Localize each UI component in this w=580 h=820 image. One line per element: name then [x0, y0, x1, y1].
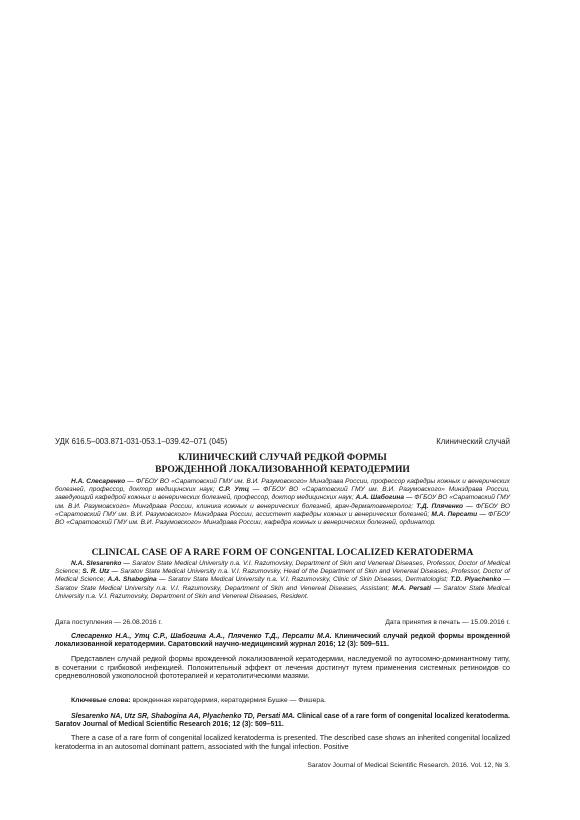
author-en-5-text: — Saratov State Medical University n.a. V.I. Razumovsky, Department of Skin and Venereal Diseases, Resident.: [55, 584, 510, 600]
citation-en-authors: Slesarenko NA, Utz SR, Shabogina AA, Plyachenko TD, Persati MA.: [71, 713, 295, 720]
authors-english: [55, 560, 510, 601]
author-ru-2-name: С.Р. Утц: [218, 486, 250, 494]
keywords-label: Ключевые слова:: [71, 697, 131, 704]
abstract-russian: Представлен случай редкой формы врожденной локализованной кератодермии, наследуемой по аутосомно-доминантному типу, в сочетании с грибковой инфекцией. Положительный эффект от лечения достигнут путем применения системных ретиноидов со средневолновой узкополосной фототерапией и кератолитическими мазями.: [55, 654, 510, 681]
keywords-text: врожденная кератодермия, кератодермия Бушке — Фишера.: [130, 697, 326, 704]
author-en-5-name: M.A. Persati: [392, 584, 431, 592]
author-en-4-text: — Saratov State Medical University n.a. V.I. Razumovsky, Department of Skin and Venereal Diseases, Assistant;: [55, 576, 510, 592]
date-received: Дата поступления — 26.08.2016 г.: [55, 619, 163, 626]
author-en-1-name: N.A. Slesarenko: [71, 560, 122, 567]
article-page: [55, 0, 510, 820]
citation-en-rest: Clinical case of a rare form of congenital localized keratoderma. Saratov Journal of Medical Scientific Research 2016; 12 (3): 509–511.: [55, 713, 510, 729]
author-ru-5-text: — ФГБОУ ВО «Саратовский ГМУ им. В.И. Разумовского» Минздрава России, кафедра кожных и венерических болезней, ординатор.: [55, 510, 510, 527]
author-en-4-name: T.D. Plyachenko: [450, 576, 502, 584]
author-en-2-name: S. R. Utz: [82, 568, 110, 576]
section-label: Клинический случай: [436, 437, 510, 446]
author-ru-2-text: — ФГБОУ ВО «Саратовский ГМУ им. В.И. Разумовского» Минздрава России, заведующий кафедрой кожных и венерических болезней, профессор, доктор медицинских наук;: [55, 486, 510, 502]
date-accepted: Дата принятия в печать — 15.09.2016 г.: [385, 619, 510, 626]
citation-russian: [55, 633, 510, 650]
authors-russian: [55, 478, 510, 527]
author-ru-1-name: Н.А. Слесаренко: [71, 478, 126, 485]
title-ru-line2: ВРОЖДЕННОЙ ЛОКАЛИЗОВАННОЙ КЕРАТОДЕРМИИ: [155, 463, 410, 475]
author-ru-1-text: — ФГБОУ ВО «Саратовский ГМУ им. В.И. Разумовского» Минздрава России, профессор кафедры кожных и венерических болезней, профессор, доктор медицинских наук;: [55, 478, 510, 494]
author-en-3-text: — Saratov State Medical University n.a. V.I. Razumovsky, Clinic of Skin Diseases, Dermatologist;: [156, 576, 451, 584]
author-ru-3-name: А.А. Шабогина: [355, 494, 405, 502]
dates-row: [55, 618, 510, 627]
udk-code: УДК 616.5–003.871-031-053.1–039.42–071 (045): [55, 437, 228, 446]
title-ru-line1: КЛИНИЧЕСКИЙ СЛУЧАЙ РЕДКОЙ ФОРМЫ: [178, 452, 387, 463]
header-row: [55, 437, 510, 446]
journal-footer: Saratov Journal of Medical Scientific Research. 2016. Vol. 12, № 3.: [307, 762, 510, 769]
author-en-1-text: — Saratov State Medical University n.a. V.I. Razumovsky, Department of Skin and Venereal Diseases, Professor, Doctor of Medical Science;: [55, 560, 510, 576]
author-ru-5-name: М.А. Персати: [431, 510, 478, 518]
citation-ru-rest: Клинический случай редкой формы врожденной локализованной кератодермии. Саратовский научно-медицинский журнал 2016; 12 (3): 509–511.: [55, 633, 510, 649]
author-en-3-name: A.A. Shabogina: [107, 576, 157, 584]
abstract-english: There a case of a rare form of congenital localized keratoderma is presented. The described case shows an inherited congenital localized keratoderma in an autosomal dominant pattern, associated with the fungal infection. Positive: [55, 733, 510, 751]
author-ru-3-text: — ФГБОУ ВО «Саратовский ГМУ им. В.И. Разумовского» Минздрава России, клиника кожных и венерических болезней, врач-дерматовенеролог;: [55, 494, 510, 510]
keywords-russian: [55, 696, 510, 705]
title-english: CLINICAL CASE OF A RARE FORM OF CONGENITAL LOCALIZED KERATODERMA: [91, 547, 474, 558]
title-russian: [55, 452, 510, 475]
author-ru-4-name: Т.Д. Пляченко: [416, 502, 464, 510]
citation-ru-authors: Слесаренко Н.А., Утц С.Р., Шабогина А.А., Пляченко Т.Д., Персати М.А.: [71, 633, 332, 640]
author-en-2-text: — Saratov State Medical University n.a. V.I. Razumovsky, Head of the Department of Skin and Venereal Diseases, Professor, Doctor of Medical Science;: [55, 568, 510, 584]
author-ru-4-text: — ФГБОУ ВО «Саратовский ГМУ им. В.И. Разумовского» Минздрава России, ассистент кафедры кожных и венерических болезней;: [55, 502, 511, 518]
citation-english: [55, 713, 510, 730]
